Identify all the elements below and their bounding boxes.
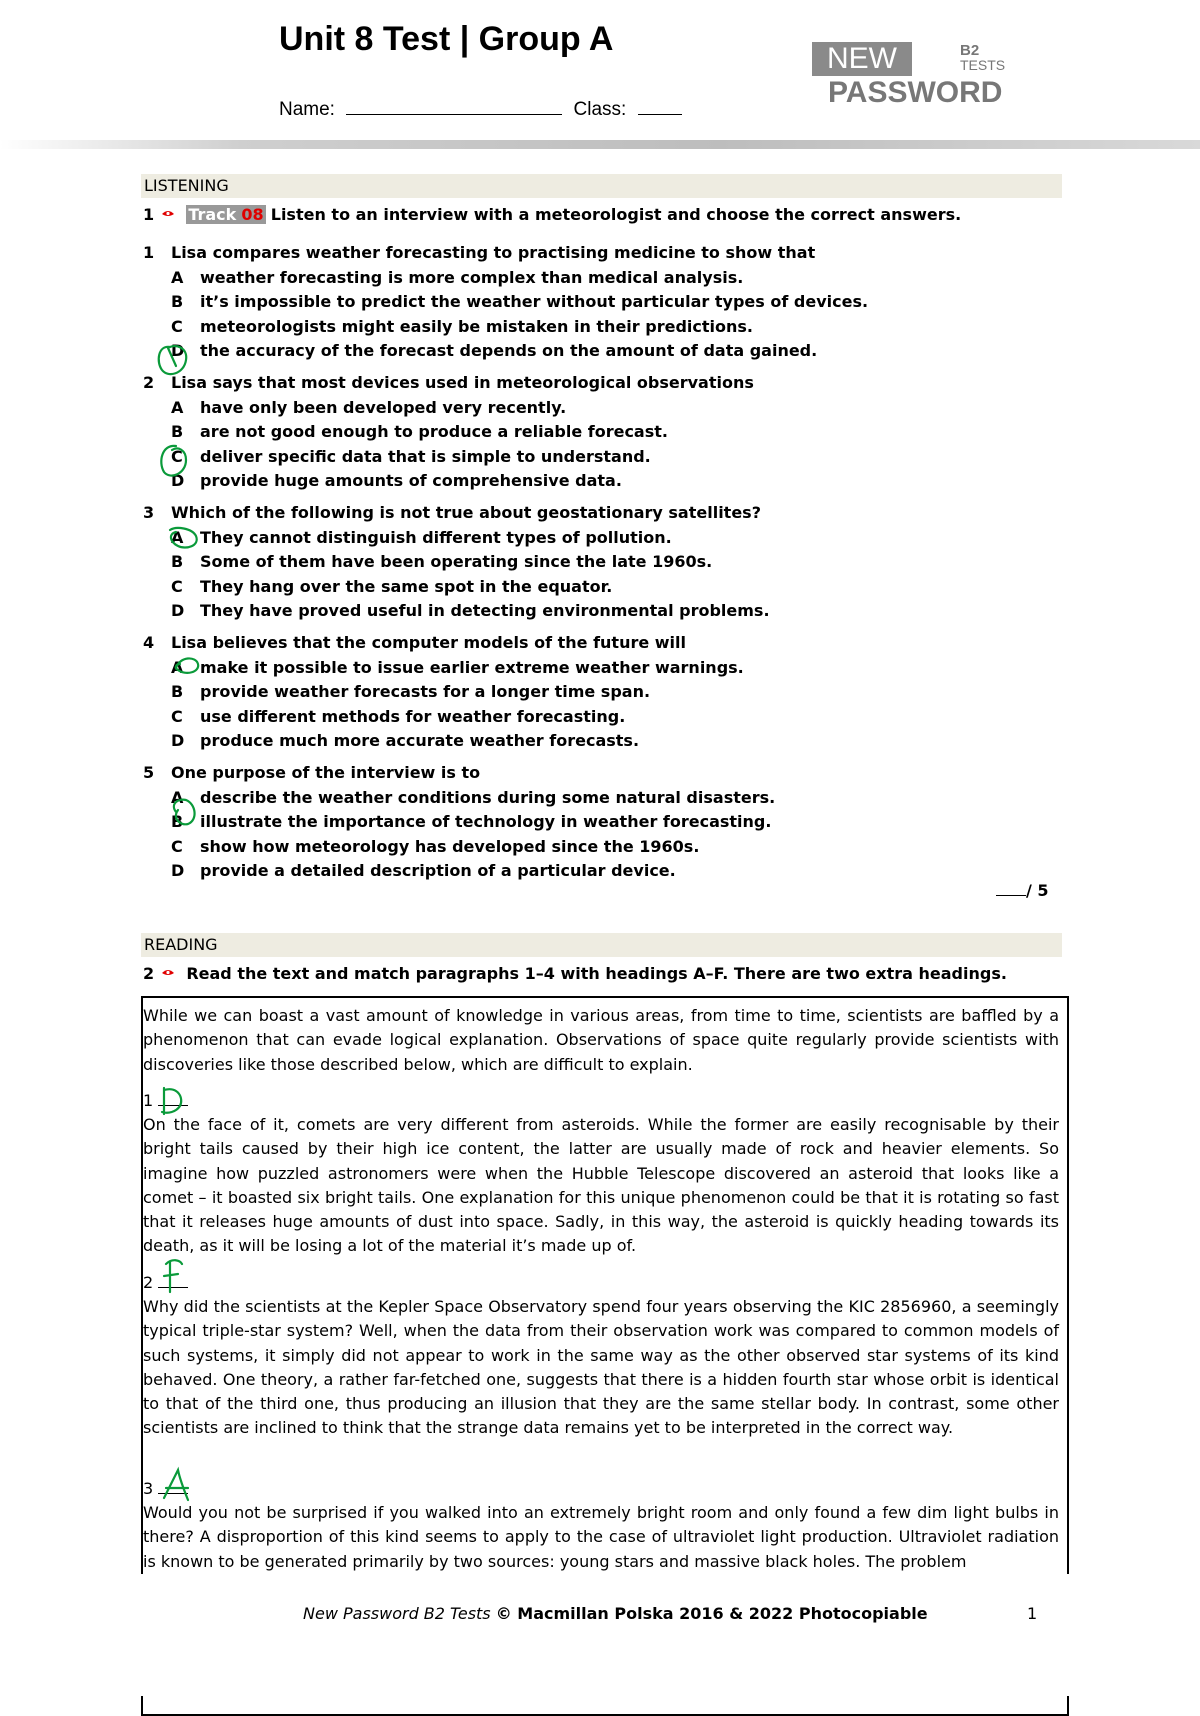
question-text: Lisa believes that the computer models of the future will (171, 633, 687, 652)
listening-instruction (143, 205, 961, 224)
option-letter: C (171, 836, 183, 856)
task-number: 2 (143, 964, 155, 983)
option-letter: B (171, 552, 184, 571)
option-text: deliver specific data that is simple to understand. (200, 446, 651, 466)
question-text: Which of the following is not true about geostationary satellites? (171, 503, 761, 522)
option-letter: C (171, 316, 183, 336)
question-stem (143, 373, 754, 392)
answer-option[interactable] (171, 268, 743, 287)
footer-text (303, 1604, 928, 1623)
paragraph-number-label: 1 (143, 1091, 154, 1110)
option-text: are not good enough to produce a reliable forecast. (200, 422, 668, 441)
option-letter: D (171, 861, 185, 880)
question-text: One purpose of the interview is to (171, 763, 481, 782)
question-text: Lisa says that most devices used in meteorological observations (171, 373, 754, 392)
question-number: 5 (143, 763, 155, 782)
track-word: Track (188, 205, 237, 224)
answer-option[interactable] (171, 601, 770, 620)
instruction-text: Listen to an interview with a meteorologist and choose the correct answers. (270, 205, 962, 224)
option-text: They cannot distinguish different types of pollution. (200, 527, 672, 547)
option-letter: A (171, 267, 184, 287)
option-letter: B (171, 422, 184, 441)
new-password-logo (812, 42, 1012, 108)
paragraph-number (143, 1477, 188, 1498)
answer-option[interactable] (171, 422, 668, 441)
option-letter: A (171, 397, 184, 417)
question-number: 3 (143, 503, 155, 522)
paragraph-number (143, 1271, 188, 1292)
option-letter: D (171, 731, 185, 750)
option-text: weather forecasting is more complex than medical analysis. (200, 267, 744, 287)
name-label: Name: (279, 99, 335, 120)
paragraph-number-label: 2 (143, 1273, 154, 1292)
option-text: make it possible to issue earlier extreme weather warnings. (200, 657, 744, 677)
question-stem (143, 633, 686, 652)
option-text: They have proved useful in detecting environmental problems. (200, 601, 770, 620)
option-text: have only been developed very recently. (200, 397, 567, 417)
option-text: meteorologists might easily be mistaken in their predictions. (200, 316, 753, 336)
answer-option[interactable] (171, 837, 699, 856)
footer-copyright: © Macmillan Polska 2016 & 2022 Photocopiable (495, 1604, 928, 1623)
score-total: / 5 (1026, 881, 1049, 900)
question-number: 1 (143, 243, 155, 262)
answer-option[interactable] (171, 861, 676, 880)
option-letter: C (171, 446, 183, 466)
paragraph-number (143, 1089, 188, 1110)
answer-option[interactable] (171, 292, 868, 311)
answer-option[interactable] (171, 447, 651, 466)
reading-intro: While we can boast a vast amount of knowledge in various areas, from time to time, scientists are baffled by a phenomenon that can evade logical explanation. Observations of space quite regularly provide scientists with discoveries like those described below, which are difficult to explain. (143, 1006, 1059, 1074)
option-text: produce much more accurate weather forecasts. (200, 731, 640, 750)
logo-b2: B2 (960, 42, 980, 59)
option-letter: D (171, 471, 185, 490)
answer-option[interactable] (171, 658, 744, 677)
track-number: 08 (241, 205, 264, 224)
option-text: provide a detailed description of a particular device. (200, 861, 676, 880)
option-letter: D (171, 601, 185, 620)
name-field[interactable] (346, 96, 562, 115)
instruction-text: Read the text and match paragraphs 1–4 with headings A–F. There are two extra headings. (186, 964, 1007, 983)
answer-option[interactable] (171, 552, 712, 571)
answer-option[interactable] (171, 577, 612, 596)
footer-book: New Password B2 Tests (303, 1604, 491, 1623)
option-text: it’s impossible to predict the weather without particular types of devices. (200, 292, 869, 311)
answer-option[interactable] (171, 788, 775, 807)
option-text: describe the weather conditions during some natural disasters. (200, 787, 776, 807)
option-letter: C (171, 706, 183, 726)
option-text: the accuracy of the forecast depends on the amount of data gained. (200, 341, 818, 360)
question-stem (143, 503, 761, 522)
page-title: Unit 8 Test | Group A (279, 20, 614, 58)
header-divider (0, 140, 1200, 149)
option-letter: B (171, 682, 184, 701)
class-label: Class: (573, 99, 627, 120)
option-text: illustrate the importance of technology in weather forecasting. (200, 812, 772, 831)
option-text: They hang over the same spot in the equator. (200, 576, 613, 596)
track-badge[interactable] (186, 205, 265, 224)
reading-instruction (143, 964, 1007, 983)
question-stem (143, 763, 480, 782)
option-letter: A (171, 787, 184, 807)
answer-option[interactable] (171, 812, 771, 831)
answer-option[interactable] (171, 528, 672, 547)
class-field[interactable] (638, 96, 682, 115)
logo-new: NEW (812, 42, 912, 76)
answer-option[interactable] (171, 731, 639, 750)
answer-option[interactable] (171, 471, 622, 490)
task-number: 1 (143, 205, 155, 224)
listening-heading: LISTENING (141, 174, 1062, 198)
question-number: 4 (143, 633, 155, 652)
reading-heading: READING (141, 933, 1062, 957)
option-letter: A (171, 527, 184, 547)
answer-option[interactable] (171, 317, 753, 336)
answer-blank[interactable] (158, 1271, 188, 1288)
answer-option[interactable] (171, 398, 566, 417)
page-bottom-margin (130, 1574, 1090, 1696)
question-number: 2 (143, 373, 155, 392)
option-letter: C (171, 576, 183, 596)
option-text: provide weather forecasts for a longer time span. (200, 682, 651, 701)
option-letter: D (171, 341, 185, 360)
logo-password: PASSWORD (828, 76, 1003, 109)
score-blank[interactable] (996, 879, 1026, 896)
eye-icon (161, 968, 175, 977)
option-letter: B (171, 812, 184, 831)
option-text: use different methods for weather forecasting. (200, 706, 626, 726)
answer-option[interactable] (171, 707, 625, 726)
question-text: Lisa compares weather forecasting to practising medicine to show that (171, 243, 816, 262)
logo-tests: TESTS (960, 57, 1006, 73)
paragraph-text: Would you not be surprised if you walked into an extremely bright room and only found a few dim light bulbs in there? A disproportion of this kind seems to apply to the case of ultraviolet light production. Ultraviolet radiation is known to be generated primarily by two sources: young stars and massive black holes. The problem (143, 1503, 1059, 1571)
option-text: Some of them have been operating since the late 1960s. (200, 552, 713, 571)
answer-option[interactable] (171, 682, 650, 701)
question-stem (143, 243, 815, 262)
eye-icon (161, 209, 175, 218)
option-text: show how meteorology has developed since the 1960s. (200, 836, 700, 856)
option-letter: A (171, 657, 184, 677)
paragraph-text: On the face of it, comets are very different from asteroids. While the former are easily recognisable by their bright tails caused by their high ice content, the latter are usually made of rock and heavier elements. So imagine how puzzled astronomers were when the Hubble Telescope discovered an asteroid that looks like a comet – it boasted six bright tails. One explanation for this unique phenomenon could be that it is rotating so fast that it releases huge amounts of dust into space. Sadly, in this way, the asteroid is quickly heading towards its death, as it will be losing a lot of the material it’s made up of. (143, 1115, 1059, 1256)
option-letter: B (171, 292, 184, 311)
paragraph-number-label: 3 (143, 1479, 154, 1498)
answer-blank[interactable] (158, 1089, 188, 1106)
paragraph-text: Why did the scientists at the Kepler Space Observatory spend four years observing the KIC 2856960, a seemingly typical triple-star system? Well, when the data from their observation work was compared to common models of such systems, it simply did not appear to work in the same way as the other observed star systems of its kind behaved. One theory, a rather far-fetched one, suggests that there is a hidden fourth star whose orbit is identical to that of the third one, thus producing an illusion that they are the same stellar body. In contrast, some other scientists are inclined to think that the strange data remains yet to be interpreted in the correct way. (143, 1297, 1059, 1438)
page-number: 1 (1027, 1604, 1038, 1623)
listening-score (996, 879, 1049, 900)
name-class-line (279, 96, 682, 121)
option-text: provide huge amounts of comprehensive data. (200, 471, 622, 490)
answer-blank[interactable] (158, 1477, 188, 1494)
answer-option[interactable] (171, 341, 817, 360)
